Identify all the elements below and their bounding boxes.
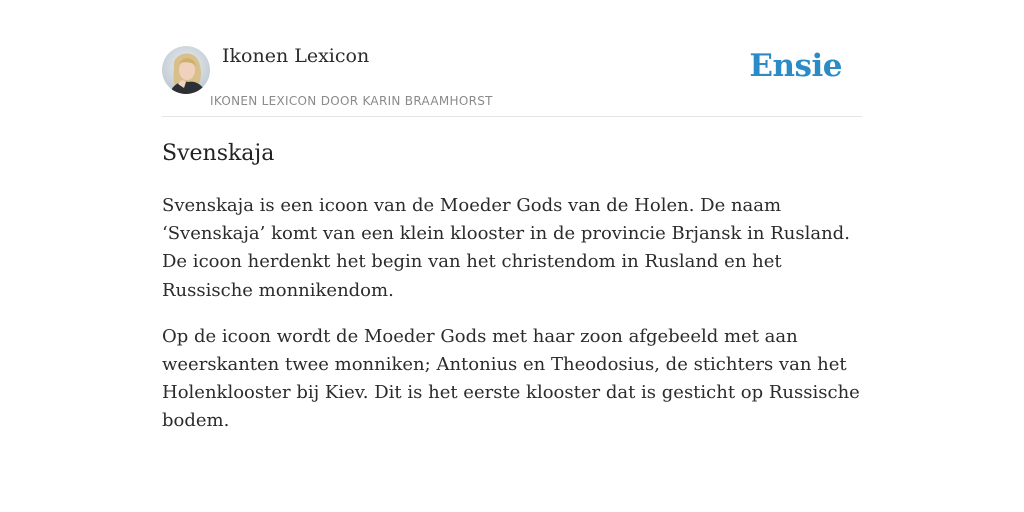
ensie-logo-link[interactable]: Ensie	[749, 48, 842, 84]
author-avatar[interactable]	[162, 46, 210, 94]
lexicon-header	[162, 44, 862, 117]
lexicon-title-link[interactable]: Ikonen Lexicon	[222, 45, 370, 67]
author-portrait-icon	[162, 46, 210, 94]
article-body	[162, 192, 862, 436]
article-title: Svenskaja	[162, 141, 275, 166]
article-paragraph: Svenskaja is een icoon van de Moeder Gods van de Holen. De naam ‘Svenskaja’ komt van een klein klooster in de provincie Brjansk in Rusland. De icoon herdenkt het begin van het christendom in Rusland en het Russische monnikendom.	[162, 195, 850, 301]
article-paragraph: Op de icoon wordt de Moeder Gods met haar zoon afgebeeld met aan weerskanten twee monniken; Antonius en Theodosius, de stichters van het Holenklooster bij Kiev. Dit is het eerste klooster dat is gesticht op Russische bodem.	[162, 325, 860, 432]
article	[162, 138, 862, 436]
lexicon-subtitle: IKONEN LEXICON DOOR KARIN BRAAMHORST	[210, 94, 493, 108]
